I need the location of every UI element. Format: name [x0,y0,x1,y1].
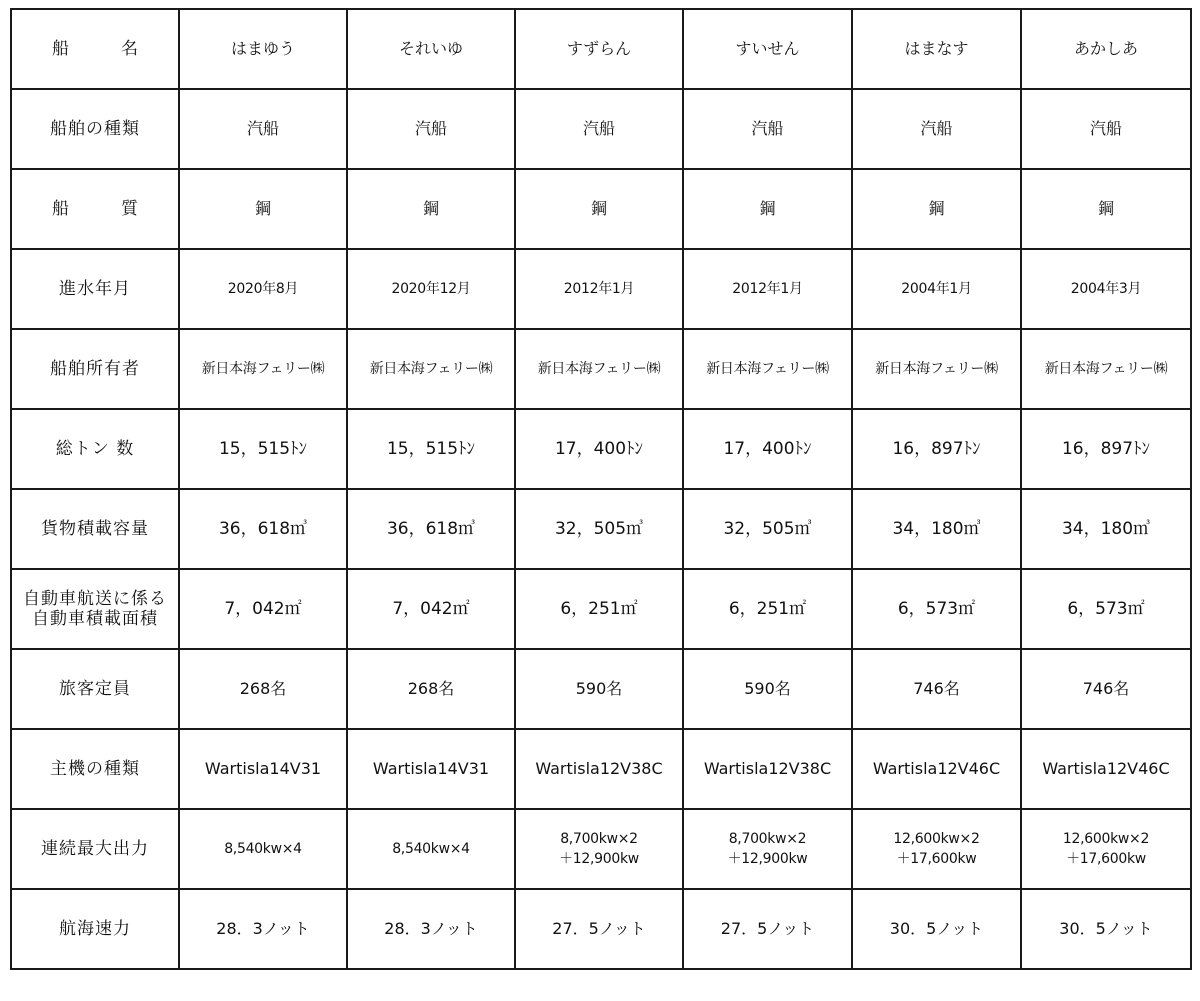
cell-tonnage-3: 17，400ﾄﾝ [683,409,852,489]
cell-vehicle-area-1: 7，042㎡ [347,569,515,649]
row-vehicle-area [11,569,1191,649]
cell-owner-4: 新日本海フェリー㈱ [852,329,1021,409]
cell-type-5: 汽船 [1021,89,1191,169]
cell-hull-4: 鋼 [852,169,1021,249]
row-ship-name [11,9,1191,89]
cell-owner-2: 新日本海フェリー㈱ [515,329,683,409]
cell-engine-1: Wartisla14V31 [347,729,515,809]
cell-type-2: 汽船 [515,89,683,169]
row-launch-date [11,249,1191,329]
cell-passengers-2: 590名 [515,649,683,729]
label-max-output: 連続最大出力 [11,809,179,889]
cell-hull-1: 鋼 [347,169,515,249]
cell-name-3: すいせん [683,9,852,89]
cell-cargo-3: 32，505㎥ [683,489,852,569]
label-vehicle-area [11,569,179,649]
cell-name-2: すずらん [515,9,683,89]
cell-launched-1: 2020年12月 [347,249,515,329]
row-hull-material [11,169,1191,249]
cell-tonnage-4: 16，897ﾄﾝ [852,409,1021,489]
cell-engine-3: Wartisla12V38C [683,729,852,809]
cell-launched-5: 2004年3月 [1021,249,1191,329]
ferry-spec-sheet [10,8,1192,970]
cell-type-4: 汽船 [852,89,1021,169]
cell-name-0: はまゆう [179,9,347,89]
cell-owner-0: 新日本海フェリー㈱ [179,329,347,409]
cell-engine-0: Wartisla14V31 [179,729,347,809]
label-main-engine: 主機の種類 [11,729,179,809]
cell-owner-5: 新日本海フェリー㈱ [1021,329,1191,409]
cell-speed-1: 28．3ノット [347,889,515,969]
cell-cargo-1: 36，618㎥ [347,489,515,569]
cell-output-1: 8,540kw×4 [347,809,515,889]
cell-hull-3: 鋼 [683,169,852,249]
cell-hull-0: 鋼 [179,169,347,249]
cell-speed-5: 30．5ノット [1021,889,1191,969]
cell-cargo-5: 34，180㎥ [1021,489,1191,569]
cell-vehicle-area-3: 6，251㎡ [683,569,852,649]
label-owner: 船舶所有者 [11,329,179,409]
ship-spec-table [10,8,1192,970]
cell-hull-5: 鋼 [1021,169,1191,249]
cell-passengers-4: 746名 [852,649,1021,729]
cell-cargo-4: 34，180㎥ [852,489,1021,569]
cell-engine-5: Wartisla12V46C [1021,729,1191,809]
label-gross-tonnage: 総トン 数 [11,409,179,489]
row-ship-type [11,89,1191,169]
cell-speed-3: 27．5ノット [683,889,852,969]
label-hull-material: 船 質 [11,169,179,249]
row-owner [11,329,1191,409]
cell-output-4: 12,600kw×2 ＋17,600kw [852,809,1021,889]
cell-speed-0: 28．3ノット [179,889,347,969]
cell-type-0: 汽船 [179,89,347,169]
cell-vehicle-area-2: 6，251㎡ [515,569,683,649]
cell-tonnage-5: 16，897ﾄﾝ [1021,409,1191,489]
cell-output-5: 12,600kw×2 ＋17,600kw [1021,809,1191,889]
cell-speed-2: 27．5ノット [515,889,683,969]
cell-launched-3: 2012年1月 [683,249,852,329]
row-cruising-speed [11,889,1191,969]
cell-owner-1: 新日本海フェリー㈱ [347,329,515,409]
cell-speed-4: 30．5ノット [852,889,1021,969]
cell-cargo-2: 32，505㎥ [515,489,683,569]
cell-name-1: それいゆ [347,9,515,89]
cell-type-1: 汽船 [347,89,515,169]
cell-engine-2: Wartisla12V38C [515,729,683,809]
cell-name-5: あかしあ [1021,9,1191,89]
cell-cargo-0: 36，618㎥ [179,489,347,569]
cell-launched-0: 2020年8月 [179,249,347,329]
label-ship-name: 船 名 [11,9,179,89]
cell-passengers-5: 746名 [1021,649,1191,729]
cell-passengers-1: 268名 [347,649,515,729]
cell-tonnage-1: 15，515ﾄﾝ [347,409,515,489]
cell-vehicle-area-5: 6，573㎡ [1021,569,1191,649]
label-launch-date: 進水年月 [11,249,179,329]
row-passenger-capacity [11,649,1191,729]
cell-output-2: 8,700kw×2 ＋12,900kw [515,809,683,889]
label-ship-type: 船舶の種類 [11,89,179,169]
cell-hull-2: 鋼 [515,169,683,249]
cell-passengers-3: 590名 [683,649,852,729]
cell-vehicle-area-0: 7，042㎡ [179,569,347,649]
cell-output-0: 8,540kw×4 [179,809,347,889]
cell-tonnage-0: 15，515ﾄﾝ [179,409,347,489]
row-cargo-capacity [11,489,1191,569]
cell-type-3: 汽船 [683,89,852,169]
cell-launched-4: 2004年1月 [852,249,1021,329]
row-gross-tonnage [11,409,1191,489]
cell-launched-2: 2012年1月 [515,249,683,329]
label-passenger-capacity: 旅客定員 [11,649,179,729]
cell-owner-3: 新日本海フェリー㈱ [683,329,852,409]
label-cargo-capacity: 貨物積載容量 [11,489,179,569]
cell-tonnage-2: 17，400ﾄﾝ [515,409,683,489]
label-cruising-speed: 航海速力 [11,889,179,969]
cell-vehicle-area-4: 6，573㎡ [852,569,1021,649]
row-main-engine [11,729,1191,809]
row-max-output [11,809,1191,889]
label-vehicle-area-text: 自動車航送に係る 自動車積載面積 [23,588,167,629]
cell-name-4: はまなす [852,9,1021,89]
cell-output-3: 8,700kw×2 ＋12,900kw [683,809,852,889]
cell-engine-4: Wartisla12V46C [852,729,1021,809]
cell-passengers-0: 268名 [179,649,347,729]
